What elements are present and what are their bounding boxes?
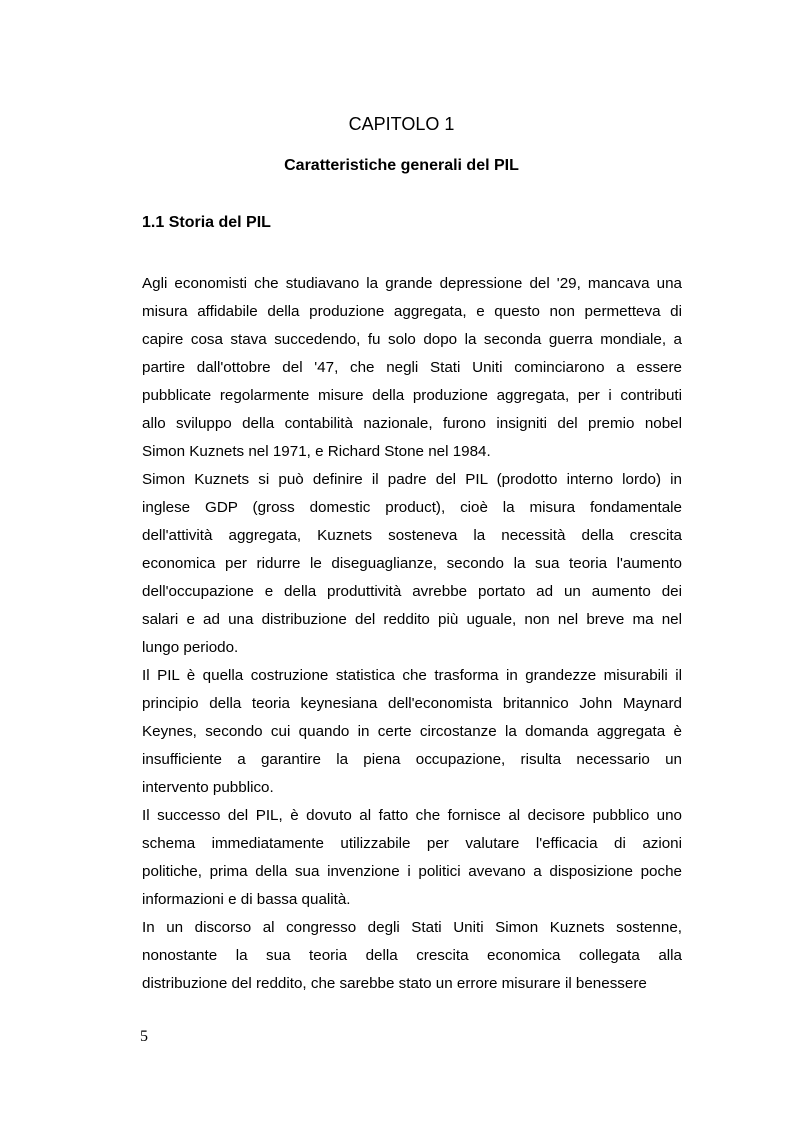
text-line: capire cosa stava succedendo, fu solo dopo la seconda guerra mondiale, a — [142, 331, 682, 348]
text-line: schema immediatamente utilizzabile per valutare l'efficacia di azioni — [142, 835, 682, 852]
text-line: In un discorso al congresso degli Stati Uniti Simon Kuznets sostenne, — [142, 919, 682, 936]
paragraph — [142, 662, 682, 802]
text-line: informazioni e di bassa qualità. — [142, 891, 351, 908]
text-line: allo sviluppo della contabilità nazionale, furono insigniti del premio nobel — [142, 415, 682, 432]
text-line: principio della teoria keynesiana dell'economista britannico John Maynard — [142, 695, 682, 712]
text-line: salari e ad una distribuzione del reddito più uguale, non nel breve ma nel — [142, 611, 682, 628]
text-line: dell'attività aggregata, Kuznets sosteneva la necessità della crescita — [142, 527, 682, 544]
text-line: economica per ridurre le diseguaglianze, secondo la sua teoria l'aumento — [142, 555, 682, 572]
text-line: Keynes, secondo cui quando in certe circostanze la domanda aggregata è — [142, 723, 682, 740]
chapter-title: CAPITOLO 1 — [348, 114, 455, 134]
section-heading: 1.1 Storia del PIL — [142, 214, 271, 231]
chapter-subtitle: Caratteristiche generali del PIL — [284, 157, 519, 174]
paragraph — [142, 466, 682, 662]
paragraph — [142, 914, 682, 998]
text-line: Il successo del PIL, è dovuto al fatto che fornisce al decisore pubblico uno — [142, 807, 682, 824]
page-number: 5 — [140, 1028, 148, 1045]
text-line: pubblicate regolarmente misure della produzione aggregata, per i contributi — [142, 387, 682, 404]
paragraph — [142, 802, 682, 914]
text-line: lungo periodo. — [142, 639, 239, 656]
text-line: Il PIL è quella costruzione statistica che trasforma in grandezze misurabili il — [142, 667, 682, 684]
text-line: Simon Kuznets si può definire il padre del PIL (prodotto interno lordo) in — [142, 471, 682, 488]
text-line: intervento pubblico. — [142, 779, 274, 796]
text-line: Simon Kuznets nel 1971, e Richard Stone nel 1984. — [142, 443, 491, 460]
text-line: partire dall'ottobre del '47, che negli Stati Uniti cominciarono a essere — [142, 359, 682, 376]
text-line: inglese GDP (gross domestic product), cioè la misura fondamentale — [142, 499, 682, 516]
text-line: misura affidabile della produzione aggregata, e questo non permetteva di — [142, 303, 682, 320]
text-line: distribuzione del reddito, che sarebbe stato un errore misurare il benessere — [142, 975, 647, 992]
text-line: dell'occupazione e della produttività avrebbe portato ad un aumento dei — [142, 583, 682, 600]
text-line: Agli economisti che studiavano la grande depressione del '29, mancava una — [142, 275, 682, 292]
text-line: nonostante la sua teoria della crescita economica collegata alla — [142, 947, 682, 964]
body-text — [142, 270, 682, 998]
paragraph — [142, 270, 682, 466]
text-line: insufficiente a garantire la piena occupazione, risulta necessario un — [142, 751, 682, 768]
text-line: politiche, prima della sua invenzione i politici avevano a disposizione poche — [142, 863, 682, 880]
